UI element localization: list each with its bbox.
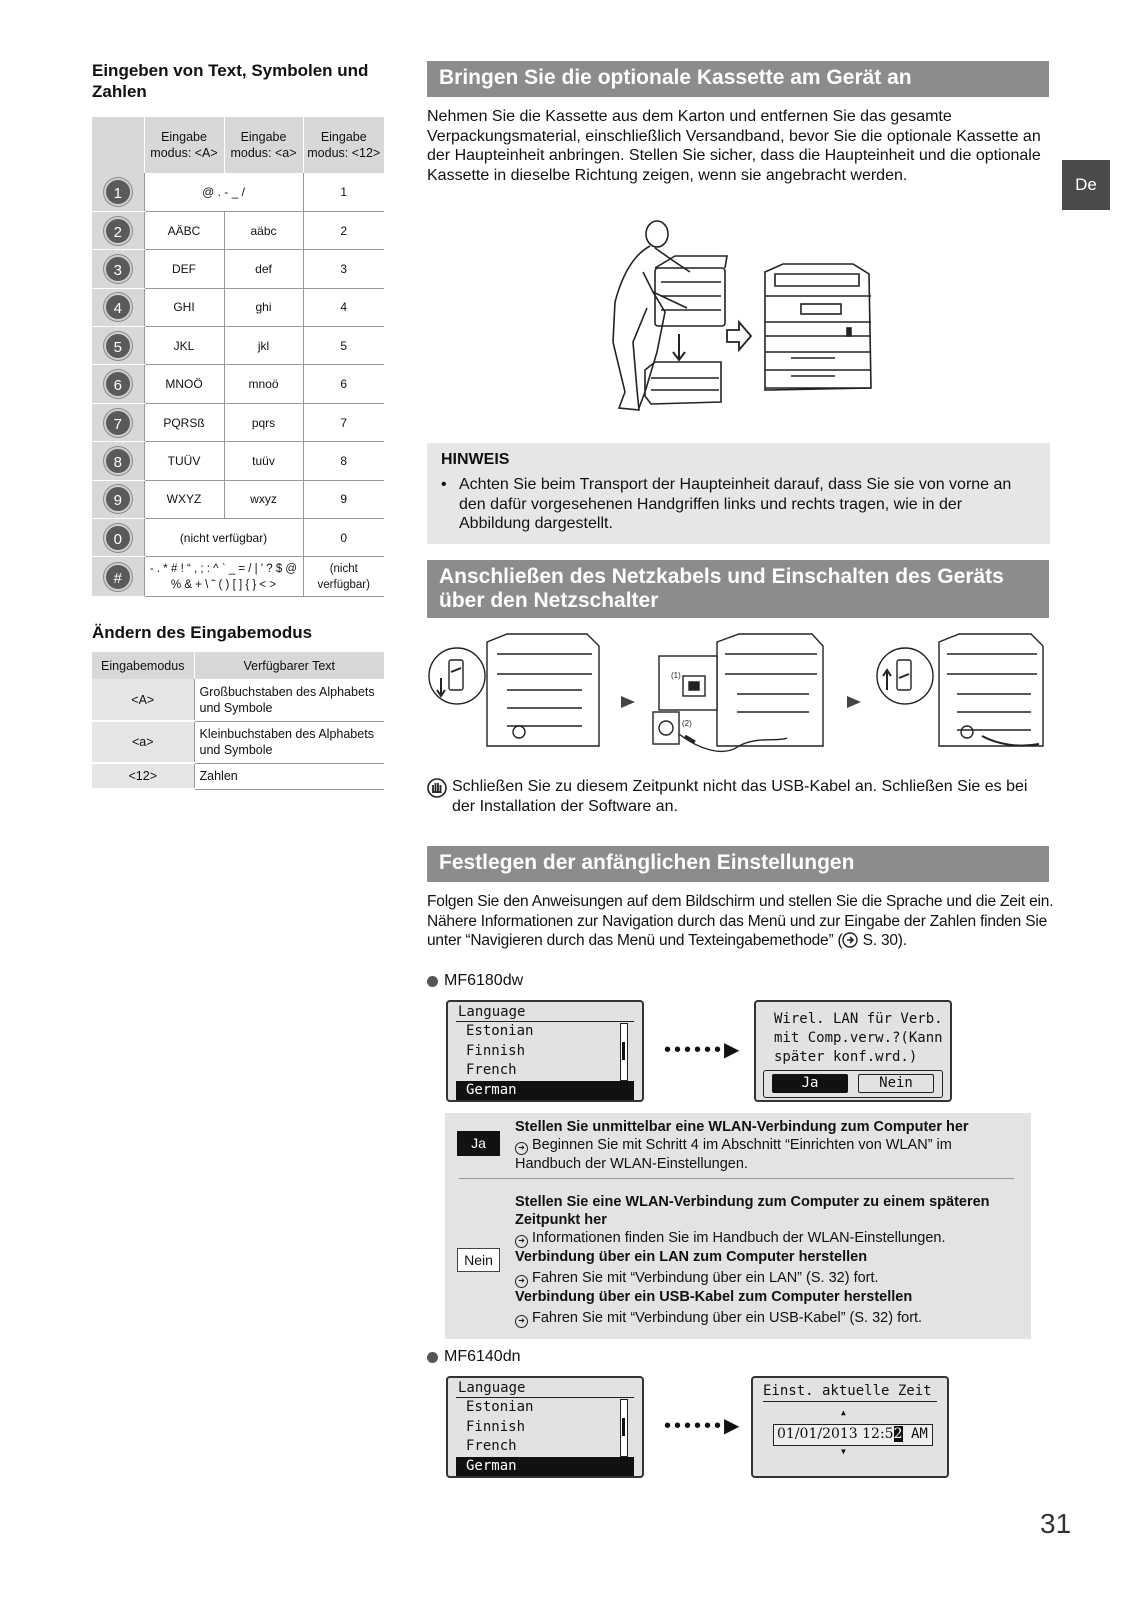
key-6-icon: 6 (104, 370, 132, 398)
section-title-text-input: Eingeben von Text, Symbolen und Zahlen (92, 61, 369, 101)
cell-number: 7 (303, 403, 384, 441)
lcd-language-list (446, 1000, 644, 1102)
initial-settings-body: Folgen Sie den Anweisungen auf dem Bildschirm und stellen Sie die Sprache und die Zeit ein. Nähere Informationen zur Navigation durch das Menü und zur Eingabe der Zahlen finden Sie unter “Navigieren durch das Menü und Texteingabemethode” ( S. 30). (427, 893, 1054, 949)
lcd-no-button[interactable]: Nein (858, 1074, 934, 1093)
lcd-line: Wirel. LAN für Verb. (774, 1011, 943, 1027)
model-mf6180dw (427, 972, 523, 990)
key-4-icon: 4 (104, 293, 132, 321)
bullet-icon (427, 976, 438, 987)
header-input-mode: Eingabemodus (92, 652, 194, 679)
lcd-title: Language (456, 1004, 634, 1022)
arrow-circle-icon: ➜ (515, 1142, 528, 1155)
key-row (92, 365, 384, 403)
lcd-item[interactable]: Finnish (466, 1418, 526, 1435)
cell-lower: def (224, 250, 303, 288)
cell-upper: JKL (144, 327, 224, 365)
key-7-icon: 7 (104, 409, 132, 437)
choice-ja-title: Stellen Sie unmittelbar eine WLAN-Verbindung zum Computer her (515, 1119, 969, 1135)
cell-upper: MNOÖ (144, 365, 224, 403)
lcd-item[interactable]: French (466, 1062, 517, 1078)
key-row (92, 288, 384, 326)
cell-lower: mnoö (224, 365, 303, 403)
mode-row (92, 679, 384, 721)
time-cursor: 2 (893, 1426, 903, 1442)
cell-alpha: @ . - _ / (144, 173, 303, 211)
lcd-scroll-thumb[interactable] (622, 1042, 625, 1060)
mode-text-cell: Großbuchstaben des Alphabets und Symbole (194, 679, 384, 721)
cell-number: 0 (303, 519, 384, 557)
key-row (92, 327, 384, 365)
caret-up-icon[interactable]: ▲ (841, 1408, 846, 1417)
cell-lower: pqrs (224, 403, 303, 441)
lcd-item[interactable]: Finnish (466, 1042, 526, 1059)
usb-warning (427, 777, 1047, 817)
flow-arrow-icon: ••••••▶ (664, 1415, 743, 1437)
mode-table (92, 652, 384, 790)
language-side-tab: De (1062, 160, 1110, 210)
key-3-icon: 3 (104, 255, 132, 283)
lcd-item[interactable]: Estonian (466, 1399, 534, 1415)
lcd-title: Language (456, 1380, 634, 1398)
mode-text-cell: Kleinbuchstaben des Alphabets und Symbole (194, 721, 384, 763)
cell-lower: wxyz (224, 480, 303, 518)
key-row (92, 211, 384, 249)
header-mode-12: Eingabe modus: <12> (303, 117, 384, 173)
cell-alpha: - . * # ! “ , ; : ^ ` _ = / | ' ? $ @ % & + \ ˜ ( ) [ ] { } < > (144, 557, 303, 597)
cassette-installation-illustration (595, 212, 895, 427)
choice-n2-title: Verbindung über ein LAN zum Computer herstellen (515, 1249, 868, 1265)
bullet-icon (427, 1352, 438, 1363)
cell-number: 4 (303, 288, 384, 326)
lcd-wlan-prompt (754, 1000, 952, 1102)
time-input[interactable]: 01/01/2013 12:52 AM (773, 1424, 933, 1446)
model-name: MF6180dw (444, 972, 524, 989)
choice-ja-text: Stellen Sie unmittelbar eine WLAN-Verbindung zum Computer her ➜ Beginnen Sie mit Schritt 4 im Abschnitt “Einrichten von WLAN” im Handbuch der WLAN-Einstellungen. (515, 1119, 969, 1172)
cell-number: 1 (303, 173, 384, 211)
cell-number: 2 (303, 211, 384, 249)
cell-upper: TUÜV (144, 442, 224, 480)
lcd-line: mit Comp.verw.?(Kann (774, 1030, 943, 1046)
header-mode-a: Eingabe modus: <a> (224, 117, 303, 173)
choice-divider (459, 1178, 1014, 1179)
stop-hand-icon (427, 778, 447, 798)
lcd-language-list-2 (446, 1376, 644, 1478)
cell-alpha: (nicht verfügbar) (144, 519, 303, 557)
cell-number: 6 (303, 365, 384, 403)
power-cable-illustration (427, 628, 1052, 770)
model-mf6140dn (427, 1348, 521, 1366)
choice-nein-text: Stellen Sie eine WLAN-Verbindung zum Computer zu einem späteren Zeitpunkt her ➜ Informationen finden Sie im Handbuch der WLAN-Einstellungen. Verbindung über ein LAN zum Computer herstellen ➜ Fahren Sie mit “Verbindung über ein LAN” (S. 32) fort. Verbindung über ein USB-Kabel zum Computer herstellen ➜ Fahren Sie mit “Verbindung über ein USB-Kabel” (S. 32) fort. (515, 1194, 990, 1326)
lcd-time-setting (751, 1376, 949, 1478)
key-2-icon: 2 (104, 217, 132, 245)
cell-lower: jkl (224, 327, 303, 365)
header-available-text: Verfügbarer Text (194, 652, 384, 679)
lcd-scroll-thumb[interactable] (622, 1418, 625, 1436)
cell-lower: ghi (224, 288, 303, 326)
cell-number: 8 (303, 442, 384, 480)
cell-lower: tuüv (224, 442, 303, 480)
lcd-scrollbar[interactable] (620, 1023, 628, 1081)
key-input-table (92, 117, 384, 597)
section-header-power: Anschließen des Netzkabels und Einschalten des Geräts über den Netzschalter (427, 560, 1049, 618)
cell-upper: DEF (144, 250, 224, 288)
arrow-circle-icon: ➜ (515, 1275, 528, 1288)
key-row (92, 250, 384, 288)
flow-arrow-icon: ••••••▶ (664, 1039, 743, 1061)
cell-upper: GHI (144, 288, 224, 326)
key-1-icon: 1 (104, 178, 132, 206)
label-step-2: (2) (682, 719, 692, 728)
lcd-item[interactable]: Estonian (466, 1023, 534, 1039)
caret-down-icon[interactable]: ▼ (841, 1447, 846, 1456)
lcd-yes-button[interactable]: Ja (772, 1074, 848, 1093)
note-box (427, 443, 1050, 544)
usb-warning-text: Schließen Sie zu diesem Zeitpunkt nicht das USB-Kabel an. Schließen Sie es bei der Installation der Software an. (452, 778, 1028, 815)
key-row (92, 480, 384, 518)
mode-text-cell: Zahlen (194, 763, 384, 789)
key-row (92, 557, 384, 597)
cell-number: 5 (303, 327, 384, 365)
page-number: 31 (1040, 1508, 1072, 1539)
key-9-icon: 9 (104, 485, 132, 513)
lcd-line: später konf.wrd.) (774, 1049, 918, 1065)
lcd-item-selected[interactable]: German (456, 1081, 634, 1101)
section-header-initial-settings: Festlegen der anfänglichen Einstellungen (427, 846, 1049, 882)
lcd-scrollbar[interactable] (620, 1399, 628, 1457)
note-bullet (441, 475, 1036, 534)
lcd-item-selected[interactable]: German (456, 1457, 634, 1477)
choice-ja-label: Ja (457, 1131, 500, 1156)
mode-cell: <12> (92, 763, 194, 789)
mode-row (92, 763, 384, 789)
cell-number: 9 (303, 480, 384, 518)
cell-upper: PQRSß (144, 403, 224, 441)
choice-n1-title: Stellen Sie eine WLAN-Verbindung zum Computer zu einem späteren Zeitpunkt her (515, 1194, 990, 1228)
lcd-item[interactable]: French (466, 1438, 517, 1454)
bullet-icon: • (441, 476, 447, 493)
mode-row (92, 721, 384, 763)
arrow-circle-icon: ➜ (515, 1235, 528, 1248)
cell-upper: WXYZ (144, 480, 224, 518)
page-reference-icon (842, 932, 858, 948)
section-title-change-mode: Ändern des Eingabemodus (92, 623, 313, 642)
cassette-instructions: Nehmen Sie die Kassette aus dem Karton und entfernen Sie das gesamte Verpackungsmaterial, einschließlich Versandband, bevor Sie die optionale Kassette an der Haupteinheit anbringen. Stellen Sie sicher, dass die Haupteinheit und die optionale Kassette in dieselbe Richtung zeigen, wenn sie angebracht werden. (427, 108, 1041, 184)
lcd-title: Einst. aktuelle Zeit (763, 1382, 937, 1402)
model-name: MF6140dn (444, 1348, 521, 1365)
mode-cell: <A> (92, 679, 194, 721)
choice-n3-title: Verbindung über ein USB-Kabel zum Computer herstellen (515, 1289, 913, 1305)
mode-cell: <a> (92, 721, 194, 763)
key-hash-icon: # (104, 563, 132, 591)
key-5-icon: 5 (104, 332, 132, 360)
label-step-1: (1) (671, 671, 681, 680)
key-0-icon: 0 (104, 524, 132, 552)
cell-number: (nicht verfügbar) (303, 557, 384, 597)
key-row (92, 403, 384, 441)
cell-lower: aäbc (224, 211, 303, 249)
section-header-cassette: Bringen Sie die optionale Kassette am Gerät an (427, 61, 1049, 97)
cell-upper: AÄBC (144, 211, 224, 249)
cell-number: 3 (303, 250, 384, 288)
choice-nein-label: Nein (457, 1248, 500, 1272)
note-text: Achten Sie beim Transport der Haupteinheit darauf, dass Sie sie von vorne an den dafür vorgesehenen Handgriffen links und rechts tragen, wie in der Abbildung dargestellt. (459, 476, 1012, 532)
arrow-circle-icon: ➜ (515, 1315, 528, 1328)
key-8-icon: 8 (104, 447, 132, 475)
key-row (92, 442, 384, 480)
header-mode-A: Eingabe modus: <A> (144, 117, 224, 173)
key-row (92, 519, 384, 557)
note-title: HINWEIS (441, 451, 510, 468)
key-row (92, 173, 384, 211)
